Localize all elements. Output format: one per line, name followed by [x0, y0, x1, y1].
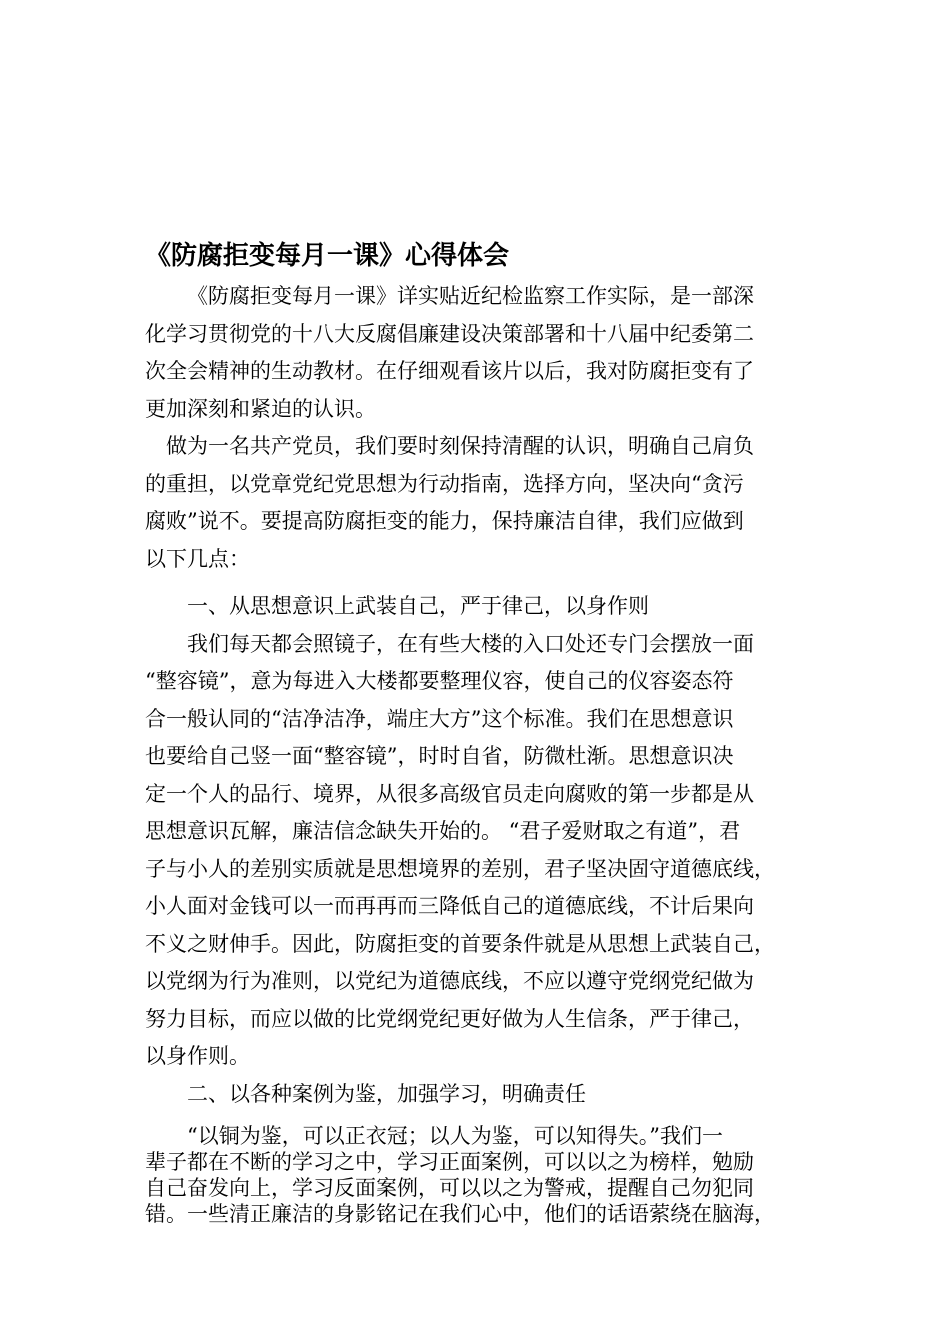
text-line: 辈子都在不断的学习之中，学习正面案例，可以以之为榜样，勉励	[145, 1150, 754, 1174]
text-line: 错。一些清正廉洁的身影铭记在我们心中，他们的话语萦绕在脑海，	[145, 1202, 775, 1226]
text-line: 腐败”说不。要提高防腐拒变的能力，保持廉洁自律，我们应做到	[145, 509, 744, 533]
text-line: 做为一名共产党员，我们要时刻保持清醒的认识，明确自己肩负	[166, 434, 754, 458]
text-line: 以党纲为行为准则，以党纪为道德底线，不应以遵守党纲党纪做为	[145, 969, 754, 993]
text-line: 以身作则。	[145, 1044, 250, 1068]
text-line: 也要给自己竖一面“整容镜”，时时自省，防微杜渐。思想意识决	[145, 744, 734, 768]
text-line: 以下几点：	[145, 546, 250, 571]
text-line: 次全会精神的生动教材。在仔细观看该片以后，我对防腐拒变有了	[145, 359, 754, 383]
section-heading-2: 二、以各种案例为鉴，加强学习，明确责任	[187, 1081, 586, 1106]
text-line: 不义之财伸手。因此，防腐拒变的首要条件就是从思想上武装自己，	[145, 931, 775, 956]
document-body	[145, 236, 807, 1227]
text-line: 的重担，以党章党纪党思想为行动指南，选择方向，坚决向“贪污	[145, 471, 744, 496]
paragraph-section-2	[145, 1123, 807, 1227]
text-line: 子与小人的差别实质就是思想境界的差别，君子坚决固守道德底线，	[145, 856, 775, 881]
text-line: 合一般认同的“洁净洁净，端庄大方”这个标准。我们在思想意识	[145, 706, 734, 731]
document-title: 《防腐拒变每月一课》心得体会	[145, 241, 510, 271]
text-line: 自己奋发向上，学习反面案例，可以以之为警戒，提醒自己勿犯同	[145, 1176, 754, 1200]
paragraph-section-1	[145, 626, 807, 1076]
text-line: 小人面对金钱可以一而再再而三降低自己的道德底线，不计后果向	[145, 894, 754, 918]
paragraph-duty	[145, 428, 807, 578]
text-line: 更加深刻和紧迫的认识。	[145, 396, 376, 421]
text-line: “整容镜”，意为每进入大楼都要整理仪容，使自己的仪容姿态符	[145, 669, 734, 693]
text-line: 定一个人的品行、境界，从很多高级官员走向腐败的第一步都是从	[145, 781, 754, 806]
text-line: “以铜为鉴，可以正衣冠；以人为鉴，可以知得失。”我们一	[187, 1124, 723, 1148]
section-heading-1: 一、从思想意识上武装自己，严于律己，以身作则	[187, 594, 649, 618]
text-line: 化学习贯彻党的十八大反腐倡廉建设决策部署和十八届中纪委第二	[145, 321, 754, 346]
text-line: 努力目标，而应以做的比党纲党纪更好做为人生信条，严于律己，	[145, 1006, 754, 1031]
text-line: 《防腐拒变每月一课》详实贴近纪检监察工作实际，是一部深	[187, 284, 754, 308]
text-line: 思想意识瓦解，廉洁信念缺失开始的。 “君子爱财取之有道”，君	[145, 819, 741, 843]
paragraph-intro	[145, 278, 807, 428]
text-line: 我们每天都会照镜子，在有些大楼的入口处还专门会摆放一面	[187, 631, 754, 656]
